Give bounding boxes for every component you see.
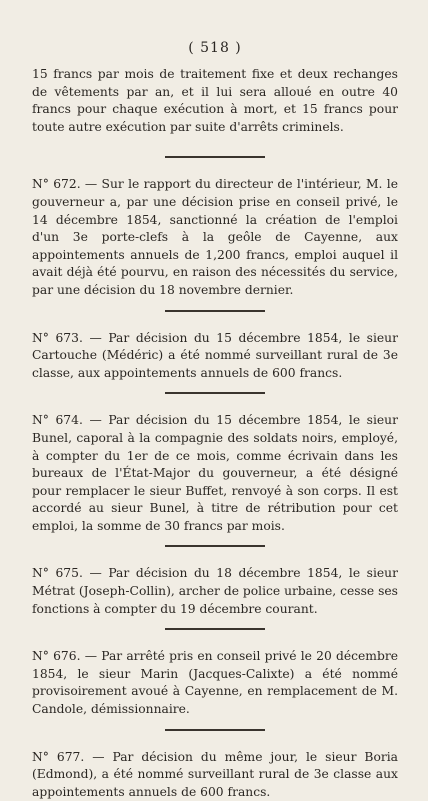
entry-text: — Par décision du 15 décembre 1854, le sieur Cartouche (Médéric) a été nommé surveillant rural de 3e classe, aux appointements annuels de 600 francs. [32,330,398,380]
entry-text: — Par décision du 15 décembre 1854, le sieur Bunel, caporal à la compagnie des soldats noirs, employé, à compter du 1er de ce mois, comme écrivain dans les bureaux de l'État-Major du gouverneur, a été désigné pour remplacer le sieur Buffet, renvoyé à son corps. Il est accordé au sieur Bunel, à titre de rétribution pour cet emploi, la somme de 30 francs par mois. [32,413,398,533]
entry-number: N° 674. [32,413,83,428]
entry-number: N° 675. [32,566,83,581]
entry-674 [32,412,398,535]
entry-text: — Par décision du 18 décembre 1854, le sieur Métrat (Joseph-Collin), archer de police urbaine, cesse ses fonctions à compter du 19 décembre courant. [32,566,398,616]
separator-rule [165,310,265,312]
separator-rule [165,392,265,394]
entry-text: — Par décision du même jour, le sieur Boria (Edmond), a été nommé surveillant rural de 3e classe aux appointements annuels de 600 francs. [32,749,398,799]
entry-677 [32,749,398,801]
entry-number: N° 676. [32,649,81,664]
entry-text: — Sur le rapport du directeur de l'intérieur, M. le gouverneur a, par une décision prise en conseil privé, le 14 décembre 1854, sanctionné la création de l'emploi d'un 3e porte-clefs à la geôle de Cayenne, aux appointements annuels de 1,200 francs, emploi auquel il avait déjà été pourvu, en raison des nécessités du service, par une décision du 18 novembre dernier. [32,177,398,297]
continuation-paragraph: 15 francs par mois de traitement fixe et deux rechanges de vêtements par an, et il lui sera alloué en outre 40 francs pour chaque exécution à mort, et 15 francs pour toute autre exécution par suite d'arrêts criminels. [32,67,398,134]
entry-text: — Par arrêté pris en conseil privé le 20 décembre 1854, le sieur Marin (Jacques-Calixte) a été nommé provisoirement avoué à Cayenne, en remplacement de M. Candole, démissionnaire. [32,649,398,717]
entry-676 [32,648,398,718]
entry-672 [32,176,398,299]
separator-rule [165,729,265,731]
entry-number: N° 672. [32,177,81,192]
separator-rule [165,156,265,158]
entry-number: N° 677. [32,749,85,764]
separator-rule [165,628,265,630]
entry-673 [32,330,398,383]
entry-number: N° 673. [32,330,83,345]
page-number: ( 518 ) [188,40,242,56]
separator-rule [165,545,265,547]
entry-675 [32,565,398,618]
